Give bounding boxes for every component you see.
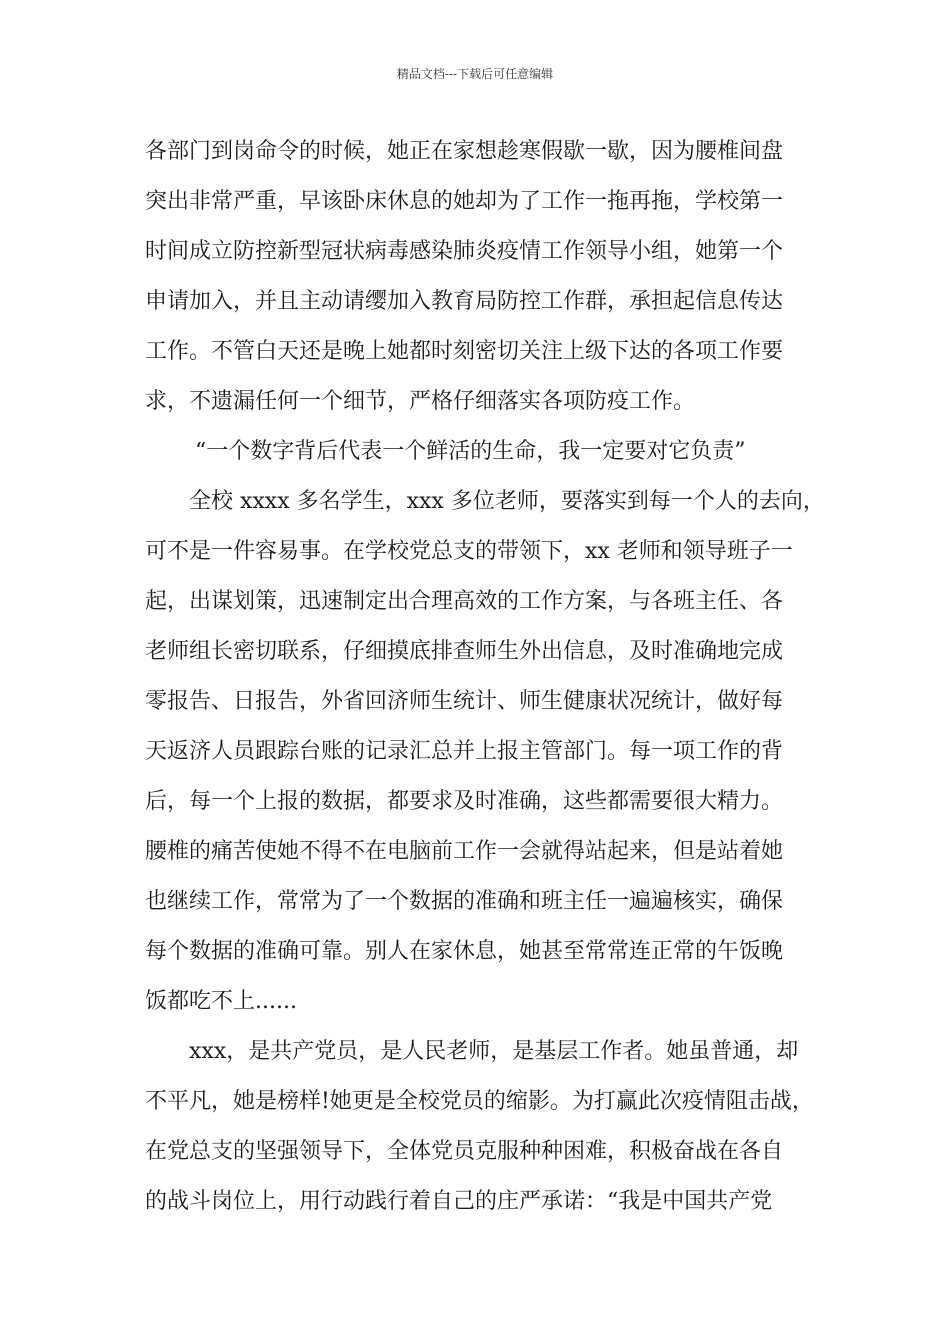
page-header: 精品文档---下载后可任意编辑 — [396, 67, 554, 81]
text-line: 每个数据的准确可靠。别人在家休息，她甚至常常连正常的午饭晚 — [145, 939, 784, 964]
text-line: 起，出谋划策，迅速制定出合理高效的工作方案，与各班主任、各 — [145, 589, 784, 614]
text-line: 天返济人员跟踪台账的记录汇总并上报主管部门。每一项工作的背 — [145, 739, 784, 764]
text-line: 老师组长密切联系，仔细摸底排查师生外出信息，及时准确地完成 — [145, 639, 784, 664]
text-line: 在党总支的坚强领导下，全体党员克服种种困难，积极奋战在各自 — [145, 1139, 784, 1164]
text-line: 时间成立防控新型冠状病毒感染肺炎疫情工作领导小组，她第一个 — [145, 239, 784, 264]
text-line: 突出非常严重，早该卧床休息的她却为了工作一拖再拖，学校第一 — [145, 189, 784, 214]
text-line: 零报告、日报告，外省回济师生统计、师生健康状况统计，做好每 — [145, 689, 784, 714]
text-line: 也继续工作，常常为了一个数据的准确和班主任一遍遍核实，确保 — [145, 889, 784, 914]
text-line: 饭都吃不上...... — [145, 989, 297, 1014]
text-line: 可不是一件容易事。在学校党总支的带领下，xx 老师和领导班子一 — [145, 539, 793, 564]
text-line: 腰椎的痛苦使她不得不在电脑前工作一会就得站起来，但是站着她 — [145, 839, 784, 864]
section-heading-quote: “一个数字背后代表一个鲜活的生命，我一定要对它负责” — [195, 439, 746, 464]
text-line: 后，每一个上报的数据，都要求及时准确，这些都需要很大精力。 — [145, 789, 784, 814]
document-body — [145, 127, 825, 1227]
text-line: 工作。不管白天还是晚上她都时刻密切关注上级下达的各项工作要 — [145, 339, 784, 364]
text-line: 全校 xxxx 多名学生，xxx 多位老师，要落实到每一个人的去向， — [189, 489, 825, 514]
text-line: 的战斗岗位上，用行动践行着自己的庄严承诺：“我是中国共产党 — [145, 1189, 773, 1214]
text-line: 申请加入，并且主动请缨加入教育局防控工作群，承担起信息传达 — [145, 289, 784, 314]
text-line: 求，不遗漏任何一个细节，严格仔细落实各项防疫工作。 — [145, 389, 696, 414]
text-line: 各部门到岗命令的时候，她正在家想趁寒假歇一歇，因为腰椎间盘 — [145, 139, 784, 164]
text-line: 不平凡，她是榜样!她更是全校党员的缩影。为打赢此次疫情阻击战， — [145, 1089, 814, 1114]
text-line: xxx，是共产党员，是人民老师，是基层工作者。她虽普通，却 — [189, 1039, 799, 1064]
